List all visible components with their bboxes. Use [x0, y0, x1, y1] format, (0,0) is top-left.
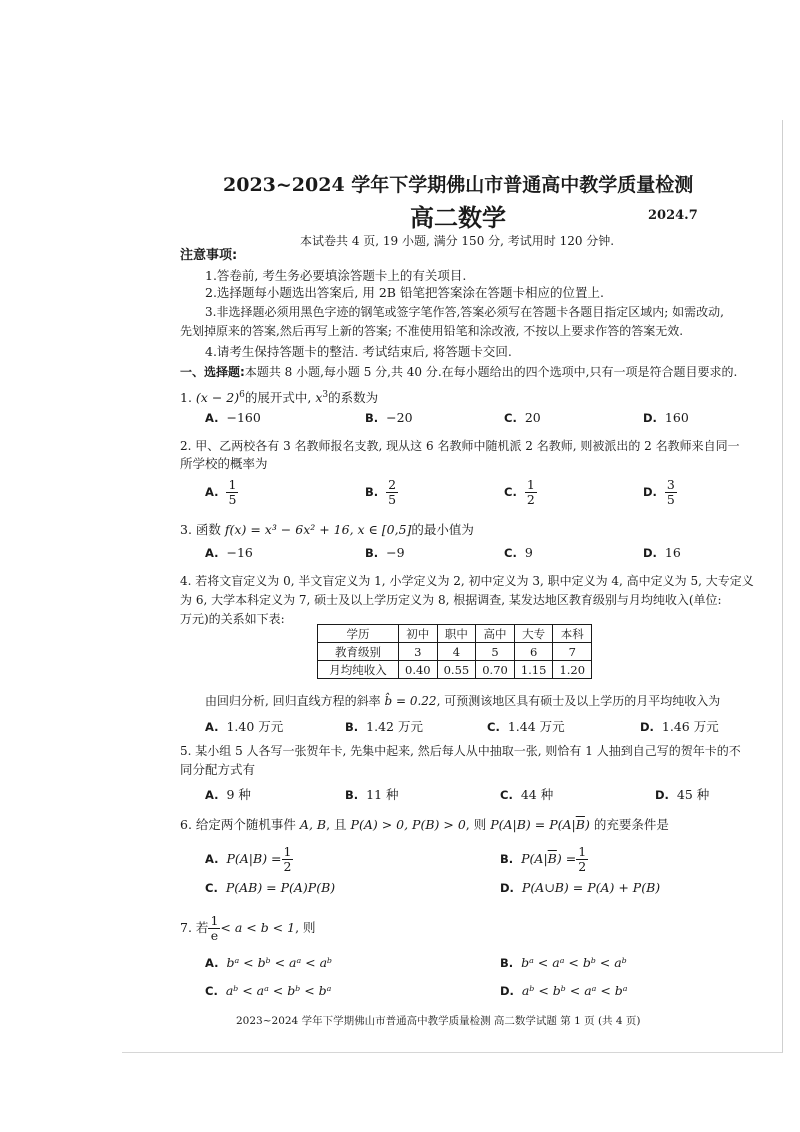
option-value: 1.40 万元 [226, 719, 284, 734]
option-c[interactable] [500, 785, 553, 803]
option-label: D. [643, 411, 657, 425]
option-value: 16 [664, 545, 681, 560]
option-b[interactable] [365, 545, 405, 560]
option-label: B. [365, 485, 379, 499]
question-number: 1. [180, 390, 192, 405]
option-expr: P(A| [521, 851, 548, 866]
option-label: C. [205, 984, 218, 998]
table-cell: 0.55 [437, 661, 476, 679]
question-number: 6. [180, 817, 192, 832]
exam-date: 2024.7 [648, 208, 698, 223]
table-header-row [318, 625, 592, 643]
option-expr: P(A|B) = [226, 851, 282, 866]
stem-text: , 则 [465, 817, 487, 832]
table-cell: 6 [514, 643, 553, 661]
note-item: 3.非选择题必须用黑色字迹的钢笔或签字笔作答,答案必须写在答题卡各题目指定区域内; 如需改动, [205, 305, 724, 319]
question-7-stem [180, 914, 316, 943]
option-d[interactable] [643, 410, 689, 425]
option-b[interactable] [345, 717, 423, 735]
math-expr: f(x) = x³ − 6x² + 16, x ∈ [0,5] [224, 522, 412, 537]
denominator: 5 [228, 492, 237, 507]
stem-text: 甲、乙两校各有 3 名教师报名支教, 现从这 6 名教师中随机派 2 名教师, 则被派出的 2 名教师来自同一 [195, 439, 740, 453]
option-label: D. [655, 788, 669, 802]
question-number: 4. [180, 574, 192, 588]
option-b[interactable] [345, 785, 399, 803]
notes-title: 注意事项: [180, 248, 238, 263]
question-4-followup [205, 692, 720, 709]
option-label: A. [205, 485, 219, 499]
exponent: 3 [322, 389, 329, 400]
note-item: 2.选择题每小题选出答案后, 用 2B 铅笔把答案涂在答题卡相应的位置上. [205, 285, 604, 300]
table-cell: 5 [476, 643, 515, 661]
note-item: 4.请考生保持答题卡的整洁. 考试结束后, 将答题卡交回. [205, 344, 512, 359]
option-value: 9 种 [226, 787, 251, 802]
math-bar: $\overline{B}$ [547, 851, 557, 866]
option-a[interactable] [205, 845, 293, 874]
option-label: C. [504, 485, 517, 499]
table-row [318, 643, 592, 661]
numerator: 3 [666, 477, 675, 492]
option-value: −16 [226, 545, 253, 560]
math-expr: < a < b < 1 [220, 920, 296, 935]
exponent: 6 [239, 389, 245, 400]
stem-text: 的系数为 [328, 390, 379, 405]
section-heading [180, 363, 737, 380]
denominator: 2 [526, 492, 535, 507]
option-expr: ) = [556, 851, 577, 866]
numerator: 1 [526, 477, 535, 492]
option-value: −20 [386, 410, 413, 425]
option-label: D. [500, 984, 514, 998]
question-3-stem [180, 520, 474, 538]
option-value: −9 [386, 545, 405, 560]
math-expr: b̂ = 0.22 [384, 694, 437, 708]
option-c[interactable] [504, 410, 541, 425]
math-expr: P(A) > 0, P(B) > 0 [350, 817, 466, 832]
option-value: −160 [226, 410, 261, 425]
option-d[interactable] [500, 983, 627, 998]
option-label: C. [504, 411, 517, 425]
question-4-stem-cont: 万元)的关系如下表: [180, 612, 285, 626]
option-expr: P(AB) = P(A)P(B) [225, 880, 336, 895]
option-b[interactable] [365, 478, 398, 507]
table-cell: 1.20 [553, 661, 592, 679]
question-1-stem [180, 388, 378, 406]
stem-text: 的展开式中, [244, 390, 312, 405]
option-d[interactable] [643, 478, 677, 507]
table-header: 职中 [437, 625, 476, 643]
option-label: D. [643, 485, 657, 499]
denominator: 2 [283, 859, 292, 874]
option-c[interactable] [205, 983, 331, 998]
stem-text: , 且 [326, 817, 347, 832]
option-expr: P(A∪B) = P(A) + P(B) [521, 880, 661, 895]
option-value: 11 种 [366, 787, 399, 802]
fraction [282, 845, 294, 874]
question-5-stem-cont: 同分配方式有 [180, 762, 256, 777]
option-label: B. [500, 852, 514, 866]
math-var: x [315, 390, 323, 405]
option-label: C. [205, 881, 218, 895]
option-a[interactable] [205, 717, 283, 735]
fraction [525, 478, 537, 507]
stem-text: 函数 [195, 522, 221, 537]
option-value: aᵇ < bᵇ < aᵃ < bᵃ [521, 983, 628, 998]
education-income-table [317, 624, 592, 679]
option-b[interactable] [500, 845, 588, 874]
option-a[interactable] [205, 545, 253, 560]
option-value: 9 [524, 545, 533, 560]
question-6-stem [180, 815, 669, 833]
note-item: 先划掉原来的答案,然后再写上新的答案; 不准使用铅笔和涂改液, 不按以上要求作答的答案无效. [180, 324, 684, 338]
option-value: 20 [524, 410, 541, 425]
table-header: 本科 [553, 625, 592, 643]
option-label: A. [205, 956, 219, 970]
stem-text: 由回归分析, 回归直线方程的斜率 [205, 694, 381, 708]
fraction [208, 914, 220, 943]
question-number: 2. [180, 439, 192, 453]
table-header: 初中 [399, 625, 438, 643]
stem-text: 的充要条件是 [593, 817, 669, 832]
stem-text: , 可预测该地区具有硕士及以上学历的月平均纯收入为 [436, 694, 721, 708]
option-label: B. [500, 956, 514, 970]
numerator: 1 [283, 844, 292, 859]
stem-text: 若 [195, 920, 209, 935]
question-4-stem-cont: 为 6, 大学本科定义为 7, 硕士及以上学历定义为 8, 根据调查, 某发达地区教育级别与月均纯收入(单位: [180, 593, 722, 607]
question-number: 3. [180, 522, 192, 537]
option-value: bᵃ < bᵇ < aᵃ < aᵇ [226, 955, 333, 970]
table-cell: 教育级别 [318, 643, 399, 661]
table-cell: 4 [437, 643, 476, 661]
question-number: 7. [180, 920, 192, 935]
option-c[interactable] [487, 717, 565, 735]
option-label: C. [504, 546, 517, 560]
option-label: A. [205, 720, 219, 734]
exam-info: 本试卷共 4 页, 19 小题, 满分 150 分, 考试用时 120 分钟. [300, 234, 615, 248]
option-label: A. [205, 411, 219, 425]
math-bar: $\overline{B}$ [575, 817, 585, 832]
table-cell: 月均纯收入 [318, 661, 399, 679]
note-item: 1.答卷前, 考生务必要填涂答题卡上的有关项目. [205, 268, 467, 283]
question-5-stem [180, 742, 741, 759]
fraction [665, 478, 677, 507]
table-header: 大专 [514, 625, 553, 643]
denominator: 5 [388, 492, 397, 507]
numerator: 1 [228, 477, 237, 492]
stem-text: 的最小值为 [411, 522, 474, 537]
option-label: B. [365, 411, 379, 425]
option-c[interactable] [504, 478, 537, 507]
math-expr: (x − 2) [195, 390, 240, 405]
option-a[interactable] [205, 785, 251, 803]
option-label: C. [500, 788, 513, 802]
subject-title: 高二数学 [410, 204, 506, 232]
option-b[interactable] [500, 955, 627, 970]
table-cell: 7 [553, 643, 592, 661]
denominator: 2 [578, 859, 587, 874]
question-4-stem [180, 572, 754, 589]
fraction [226, 478, 238, 507]
option-d[interactable] [655, 785, 709, 803]
section-label: 一、选择题: [180, 365, 245, 379]
option-value: aᵇ < aᵃ < bᵇ < bᵃ [225, 983, 332, 998]
numerator: 2 [388, 477, 397, 492]
option-value: 45 种 [676, 787, 710, 802]
table-cell: 3 [399, 643, 438, 661]
stem-text: 若将文盲定义为 0, 半文盲定义为 1, 小学定义为 2, 初中定义为 3, 职中定义为 4, 高中定义为 5, 大专定义 [195, 574, 754, 588]
section-text: 本题共 8 小题,每小题 5 分,共 40 分.在每小题给出的四个选项中,只有一项是符合题目要求的. [244, 365, 738, 379]
option-c[interactable] [504, 545, 533, 560]
option-c[interactable] [205, 880, 335, 895]
option-value: bᵃ < aᵃ < bᵇ < aᵇ [521, 955, 627, 970]
option-label: B. [365, 546, 379, 560]
option-b[interactable] [365, 410, 413, 425]
option-value: 44 种 [520, 787, 554, 802]
exam-title: 2023~2024 学年下学期佛山市普通高中教学质量检测 [223, 174, 694, 196]
table-header: 高中 [476, 625, 515, 643]
option-label: A. [205, 788, 219, 802]
fraction [386, 478, 398, 507]
math-expr: ) [584, 817, 590, 832]
table-cell: 0.70 [476, 661, 515, 679]
table-cell: 1.15 [514, 661, 553, 679]
option-d[interactable] [640, 717, 719, 735]
option-label: D. [640, 720, 654, 734]
stem-text: , 则 [295, 920, 316, 935]
table-header: 学历 [318, 625, 399, 643]
math-expr: P(A|B) = P(A| [490, 817, 576, 832]
option-a[interactable] [205, 478, 238, 507]
option-label: C. [487, 720, 500, 734]
question-2-stem [180, 437, 740, 454]
denominator: e [210, 928, 219, 943]
question-number: 5. [180, 744, 192, 758]
option-label: A. [205, 546, 219, 560]
option-label: A. [205, 852, 219, 866]
denominator: 5 [666, 492, 675, 507]
numerator: 1 [578, 844, 587, 859]
math-expr: A, B [299, 817, 327, 832]
numerator: 1 [210, 913, 219, 928]
option-a[interactable] [205, 410, 261, 425]
option-d[interactable] [500, 880, 660, 895]
option-a[interactable] [205, 955, 332, 970]
stem-text: 给定两个随机事件 [195, 817, 296, 832]
option-label: B. [345, 720, 359, 734]
stem-text: 某小组 5 人各写一张贺年卡, 先集中起来, 然后每人从中抽取一张, 则恰有 1 人抽到自己写的贺年卡的不 [195, 744, 741, 758]
option-value: 1.44 万元 [507, 719, 565, 734]
option-d[interactable] [643, 545, 681, 560]
table-row [318, 661, 592, 679]
option-label: B. [345, 788, 359, 802]
question-2-stem-cont: 所学校的概率为 [180, 456, 268, 471]
option-value: 1.46 万元 [661, 719, 719, 734]
page-footer: 2023~2024 学年下学期佛山市普通高中教学质量检测 高二数学试题 第 1 页 (共 4 页) [236, 1015, 641, 1027]
option-value: 160 [664, 410, 689, 425]
option-label: D. [500, 881, 514, 895]
option-label: D. [643, 546, 657, 560]
table-cell: 0.40 [399, 661, 438, 679]
fraction [576, 845, 588, 874]
option-value: 1.42 万元 [366, 719, 423, 734]
